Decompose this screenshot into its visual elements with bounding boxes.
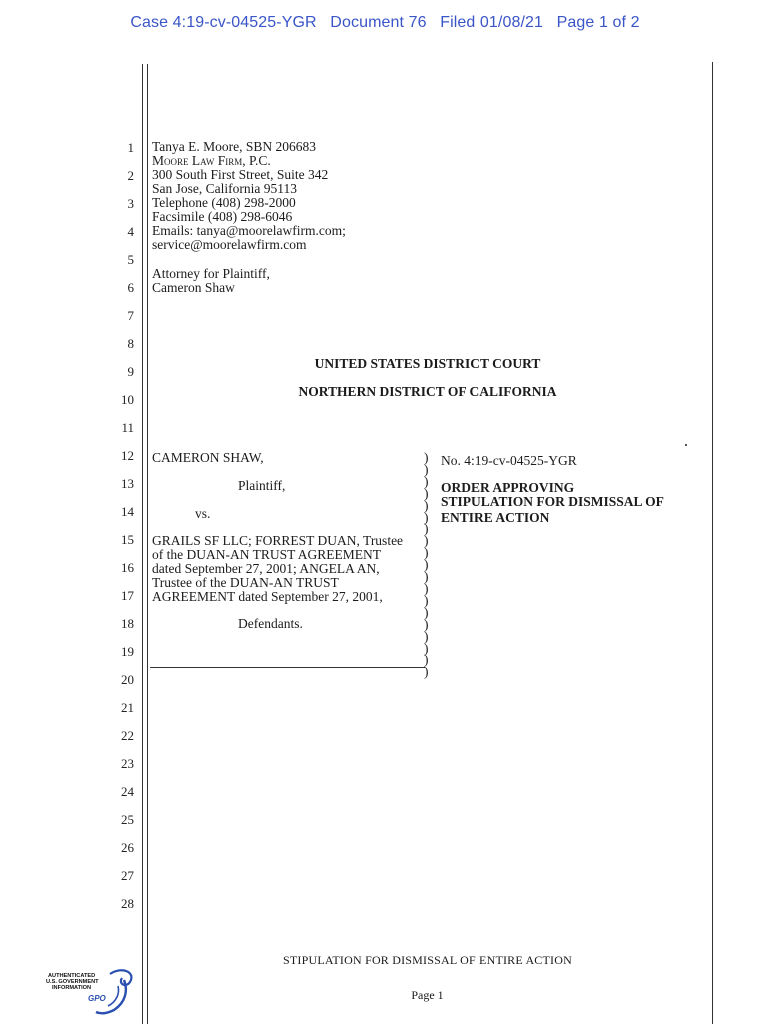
- caption-defendants-line-1: GRAILS SF LLC; FORREST DUAN, Trustee: [152, 533, 404, 548]
- counsel-emails-line-2: service@moorelawfirm.com: [152, 237, 307, 252]
- line-number: 15: [121, 532, 134, 547]
- line-number: 22: [121, 728, 134, 743]
- line-number: 1: [127, 140, 134, 155]
- right-margin-rule: [712, 62, 713, 1024]
- line-number: 17: [121, 588, 134, 603]
- caption-parenthesis-column: ) ) ) ) ) ) ) ) ) ) ) ) ) ) ) ) ) ) ): [424, 450, 429, 680]
- seal-eagle-head: [110, 970, 131, 985]
- seal-text-line-1: AUTHENTICATED: [48, 973, 96, 979]
- line-number: 4: [127, 224, 134, 239]
- document-title-line-1: ORDER APPROVING: [441, 480, 575, 495]
- court-name: UNITED STATES DISTRICT COURT: [314, 356, 541, 371]
- line-number: 3: [127, 196, 134, 211]
- court-district: NORTHERN DISTRICT OF CALIFORNIA: [298, 384, 557, 399]
- line-number: 26: [121, 840, 134, 855]
- line-number: 14: [121, 504, 134, 519]
- caption-plaintiff: CAMERON SHAW,: [152, 450, 264, 465]
- counsel-address-line-2: San Jose, California 95113: [152, 181, 297, 196]
- line-number: 9: [127, 364, 134, 379]
- caption-defendants-line-4: Trustee of the DUAN-AN TRUST: [152, 575, 339, 590]
- line-number: 28: [121, 896, 134, 911]
- line-number: 2: [127, 168, 134, 183]
- counsel-role-line-1: Attorney for Plaintiff,: [152, 266, 270, 281]
- counsel-emails-line-1: Emails: tanya@moorelawfirm.com;: [152, 223, 346, 238]
- footer-page-number: Page 1: [411, 988, 444, 1002]
- seal-text-line-2: U.S. GOVERNMENT: [46, 979, 99, 985]
- line-number: 5: [127, 252, 134, 267]
- case-number: No. 4:19-cv-04525-YGR: [441, 453, 577, 468]
- document-title-line-2: STIPULATION FOR DISMISSAL OF: [441, 494, 664, 509]
- line-number: 10: [121, 392, 134, 407]
- line-number: 20: [121, 672, 134, 687]
- caption-versus: vs.: [195, 506, 211, 521]
- counsel-role-line-2: Cameron Shaw: [152, 280, 235, 295]
- scan-speck: [685, 444, 687, 446]
- counsel-telephone: Telephone (408) 298-2000: [152, 195, 296, 210]
- ecf-case-header: Case 4:19-cv-04525-YGR Document 76 Filed 01/08/21 Page 1 of 2: [130, 14, 640, 31]
- caption-defendants-label: Defendants.: [238, 616, 303, 631]
- line-number: 7: [127, 308, 134, 323]
- counsel-facsimile: Facsimile (408) 298-6046: [152, 209, 293, 224]
- line-number: 11: [121, 420, 134, 435]
- document-title-line-3: ENTIRE ACTION: [441, 510, 550, 525]
- line-number: 19: [121, 644, 134, 659]
- left-margin-rule-inner: [147, 64, 148, 1024]
- caption-underline: [150, 667, 425, 668]
- seal-eagle-feather: [108, 986, 119, 1006]
- counsel-firm: Moore Law Firm, P.C.: [152, 153, 271, 168]
- line-number: 27: [121, 868, 134, 883]
- gpo-authentication-seal-icon: [44, 968, 138, 1016]
- counsel-name: Tanya E. Moore, SBN 206683: [152, 139, 317, 154]
- line-number: 8: [127, 336, 134, 351]
- line-number: 23: [121, 756, 134, 771]
- line-number: 25: [121, 812, 134, 827]
- left-margin-rule-outer: [142, 64, 143, 1024]
- seal-text-line-3: INFORMATION: [52, 985, 92, 991]
- seal-text-gpo: GPO: [88, 994, 106, 1003]
- line-number: 6: [127, 280, 134, 295]
- line-number: 24: [121, 784, 134, 799]
- caption-defendants-line-3: dated September 27, 2001; ANGELA AN,: [152, 561, 380, 576]
- footer-document-title: STIPULATION FOR DISMISSAL OF ENTIRE ACTION: [283, 953, 572, 967]
- counsel-address-line-1: 300 South First Street, Suite 342: [152, 167, 329, 182]
- caption-plaintiff-label: Plaintiff,: [238, 478, 286, 493]
- line-number: 13: [121, 476, 134, 491]
- line-number: 18: [121, 616, 134, 631]
- line-number: 16: [121, 560, 134, 575]
- caption-defendants-line-2: of the DUAN-AN TRUST AGREEMENT: [152, 547, 381, 562]
- line-number: 12: [121, 448, 134, 463]
- caption-defendants-line-5: AGREEMENT dated September 27, 2001,: [152, 589, 383, 604]
- line-number: 21: [121, 700, 134, 715]
